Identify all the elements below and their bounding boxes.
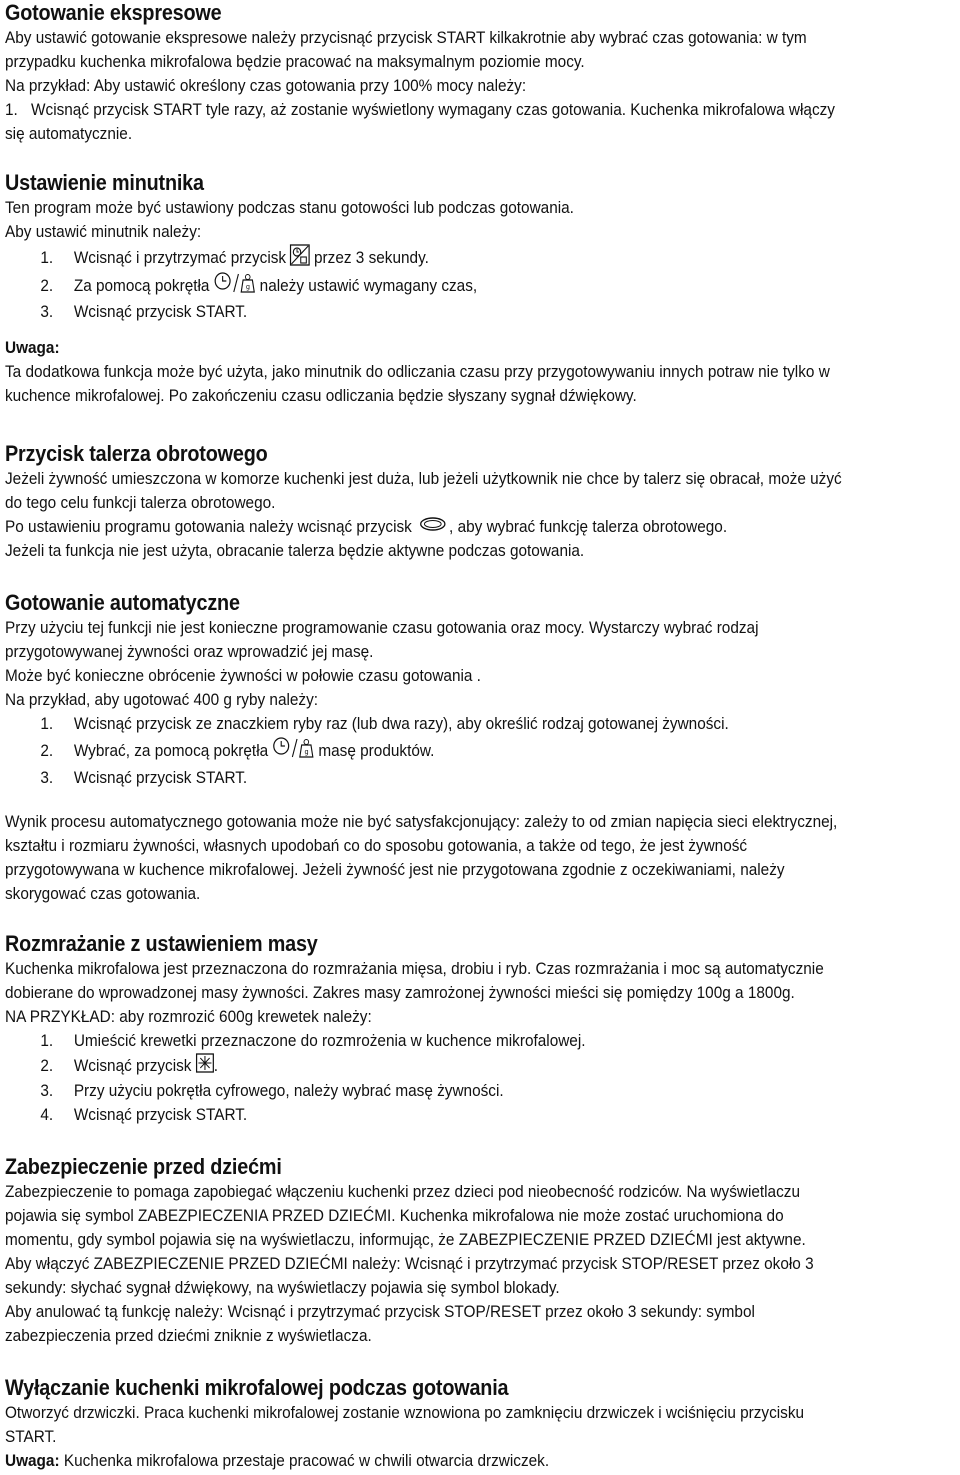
paragraph: się automatycznie.	[5, 125, 133, 143]
list-text: Wcisnąć przycisk START.	[73, 1106, 248, 1124]
timer-button-icon	[290, 244, 310, 273]
turntable-icon	[419, 515, 447, 539]
list-text: przez 3 sekundy.	[314, 249, 429, 267]
section-title: Przycisk talerza obrotowego	[5, 441, 268, 466]
list-item	[5, 300, 954, 324]
section-child-lock	[5, 1154, 960, 1348]
paragraph: Zabezpieczenie to pomaga zapobiegać włączeniu kuchenki przez dzieci pod nieobecność rodziców. Na wyświetlaczu	[5, 1183, 800, 1201]
paragraph: przygotowywanej żywności oraz wprowadzić jej masę.	[5, 643, 374, 661]
list-text: Wybrać, za pomocą pokrętła	[73, 742, 269, 760]
list-item	[5, 1103, 954, 1127]
paragraph: do tego celu funkcji talerza obrotowego.	[5, 494, 276, 512]
list-text: Wcisnąć przycisk START.	[73, 303, 248, 321]
paragraph: NA PRZYKŁAD: aby rozmrozić 600g krewetek należy:	[5, 1008, 372, 1026]
paragraph-text: , aby wybrać funkcję talerza obrotowego.	[449, 518, 728, 536]
paragraph: kuchence mikrofalowej. Po zakończeniu czasu odliczania będzie słyszany sygnał dźwiękowy.	[5, 387, 637, 405]
paragraph: skorygować czas gotowania.	[5, 885, 201, 903]
list-number: 4.	[40, 1106, 54, 1124]
list-text: należy ustawić wymagany czas,	[259, 277, 478, 295]
paragraph: dobierane do wprowadzonej masy żywności. Zakres masy zamrożonej żywności mieści się pomiędzy 100g a 1800g.	[5, 984, 795, 1002]
paragraph: zabezpieczenia przed dziećmi zniknie z wyświetlacza.	[5, 1327, 372, 1345]
paragraph: Kuchenka mikrofalowa jest przeznaczona do rozmrażania mięsa, drobiu i ryb. Czas rozmrażania i moc są automatycznie	[5, 960, 824, 978]
list-number: 2.	[40, 742, 54, 760]
list-number: 2.	[40, 277, 54, 295]
list-item	[5, 1079, 954, 1103]
list-text: Przy użyciu pokrętła cyfrowego, należy wybrać masę żywności.	[73, 1082, 504, 1100]
list-text: Wcisnąć przycisk START.	[73, 769, 248, 787]
list-number: 3.	[40, 769, 54, 787]
note-text: Kuchenka mikrofalowa przestaje pracować w chwili otwarcia drzwiczek.	[63, 1452, 550, 1470]
section-title: Ustawienie minutnika	[5, 170, 204, 195]
list-text: Wcisnąć przycisk START tyle razy, aż zostanie wyświetlony wymagany czas gotowania. Kuchenka mikrofalowa włączy	[31, 101, 835, 119]
paragraph: momentu, gdy symbol pojawia się na wyświetlaczu, informując, że ZABEZPIECZENIE PRZED DZIEĆMI jest aktywne.	[5, 1231, 806, 1249]
note-label: Uwaga:	[5, 339, 60, 357]
list-text: .	[213, 1057, 219, 1075]
list-number: 1.	[40, 1032, 54, 1050]
list-text: Za pomocą pokrętła	[73, 277, 210, 295]
section-defrost	[5, 931, 960, 1127]
paragraph: Na przykład, aby ugotować 400 g ryby należy:	[5, 691, 319, 709]
list-text: Wcisnąć przycisk ze znaczkiem ryby raz (lub dwa razy), aby określić rodzaj gotowanej żywności.	[73, 715, 729, 733]
list-item	[5, 272, 954, 300]
paragraph: Wynik procesu automatycznego gotowania może nie być satysfakcjonujący: zależy to od zmian napięcia sieci elektrycznej,	[5, 813, 838, 831]
paragraph: sekundy: słychać sygnał dźwiękowy, na wyświetlaczy pojawia się symbol blokady.	[5, 1279, 560, 1297]
paragraph: Może być konieczne obrócenie żywności w połowie czasu gotowania .	[5, 667, 481, 685]
list-item	[5, 712, 954, 736]
section-title: Gotowanie ekspresowe	[5, 0, 222, 25]
list-item	[5, 1053, 954, 1079]
list-number: 1.	[5, 101, 18, 119]
paragraph: Aby ustawić minutnik należy:	[5, 223, 202, 241]
paragraph: przypadku kuchenka mikrofalowa będzie pracować na maksymalnym poziomie mocy.	[5, 53, 585, 71]
list-number: 1.	[40, 715, 54, 733]
section-title: Rozmrażanie z ustawieniem masy	[5, 931, 318, 956]
paragraph: Aby ustawić gotowanie ekspresowe należy przycisnąć przycisk START kilkakrotnie aby wybrać czas gotowania: w tym	[5, 29, 807, 47]
paragraph: Ta dodatkowa funkcja może być użyta, jako minutnik do odliczania czasu przy przygotowywaniu innych potraw nie tylko w	[5, 363, 830, 381]
paragraph: Na przykład: Aby ustawić określony czas gotowania przy 100% mocy należy:	[5, 77, 527, 95]
list-item	[5, 1029, 954, 1053]
clock-weight-dial-icon	[213, 272, 256, 301]
defrost-snowflake-icon	[195, 1053, 214, 1080]
list-item	[5, 766, 954, 790]
clock-weight-dial-icon	[272, 737, 315, 766]
list-number: 3.	[40, 303, 54, 321]
list-text: Umieścić krewetki przeznaczone do rozmrożenia w kuchence mikrofalowej.	[73, 1032, 586, 1050]
svg-text:g: g	[245, 282, 250, 291]
section-stop-during-cooking	[5, 1375, 960, 1473]
list-number: 2.	[40, 1057, 54, 1075]
list-text: Wcisnąć i przytrzymać przycisk	[73, 249, 287, 267]
list-text: Wcisnąć przycisk	[73, 1057, 192, 1075]
paragraph: Jeżeli żywność umieszczona w komorze kuchenki jest duża, lub jeżeli użytkownik nie chce by talerz się obracał, może użyć	[5, 470, 842, 488]
section-express-cooking	[5, 0, 960, 146]
paragraph: Ten program może być ustawiony podczas stanu gotowości lub podczas gotowania.	[5, 199, 574, 217]
note-label: Uwaga:	[5, 1452, 60, 1470]
list-item	[5, 736, 954, 766]
list-text: masę produktów.	[318, 742, 435, 760]
paragraph: kształtu i rozmiaru żywności, własnych upodobań co do sposobu gotowania, a także od tego, że jest żywność	[5, 837, 748, 855]
paragraph	[5, 515, 954, 539]
list-item	[5, 98, 954, 122]
list-item	[5, 244, 954, 272]
paragraph: Otworzyć drzwiczki. Praca kuchenki mikrofalowej zostanie wznowiona po zamknięciu drzwiczek i wciśnięciu przycisku	[5, 1404, 805, 1422]
paragraph: START.	[5, 1428, 57, 1446]
paragraph: przygotowywana w kuchence mikrofalowej. Jeżeli żywność jest nie przygotowana zgodnie z oczekiwaniami, należy	[5, 861, 785, 879]
list-number: 1.	[40, 249, 54, 267]
section-turntable	[5, 441, 960, 563]
section-title: Wyłączanie kuchenki mikrofalowej podczas gotowania	[5, 1375, 509, 1400]
section-timer	[5, 170, 960, 408]
list-number: 3.	[40, 1082, 54, 1100]
paragraph: pojawia się symbol ZABEZPIECZENIA PRZED DZIEĆMI. Kuchenka mikrofalowa nie może zostać uruchomiona do	[5, 1207, 784, 1225]
note	[5, 1449, 954, 1473]
paragraph: Jeżeli ta funkcja nie jest użyta, obracanie talerza będzie aktywne podczas gotowania.	[5, 542, 585, 560]
section-title: Gotowanie automatyczne	[5, 590, 240, 615]
section-auto-cooking	[5, 590, 960, 906]
svg-text:g: g	[304, 747, 309, 756]
paragraph-text: Po ustawieniu programu gotowania należy wcisnąć przycisk	[5, 518, 412, 536]
paragraph: Aby anulować tą funkcję należy: Wcisnąć i przytrzymać przycisk STOP/RESET przez około 3 sekundy: symbol	[5, 1303, 755, 1321]
section-title: Zabezpieczenie przed dziećmi	[5, 1154, 282, 1179]
paragraph: Aby włączyć ZABEZPIECZENIE PRZED DZIEĆMI należy: Wcisnąć i przytrzymać przycisk STOP/RESET przez około 3	[5, 1255, 814, 1273]
paragraph: Przy użyciu tej funkcji nie jest konieczne programowanie czasu gotowania oraz mocy. Wystarczy wybrać rodzaj	[5, 619, 759, 637]
